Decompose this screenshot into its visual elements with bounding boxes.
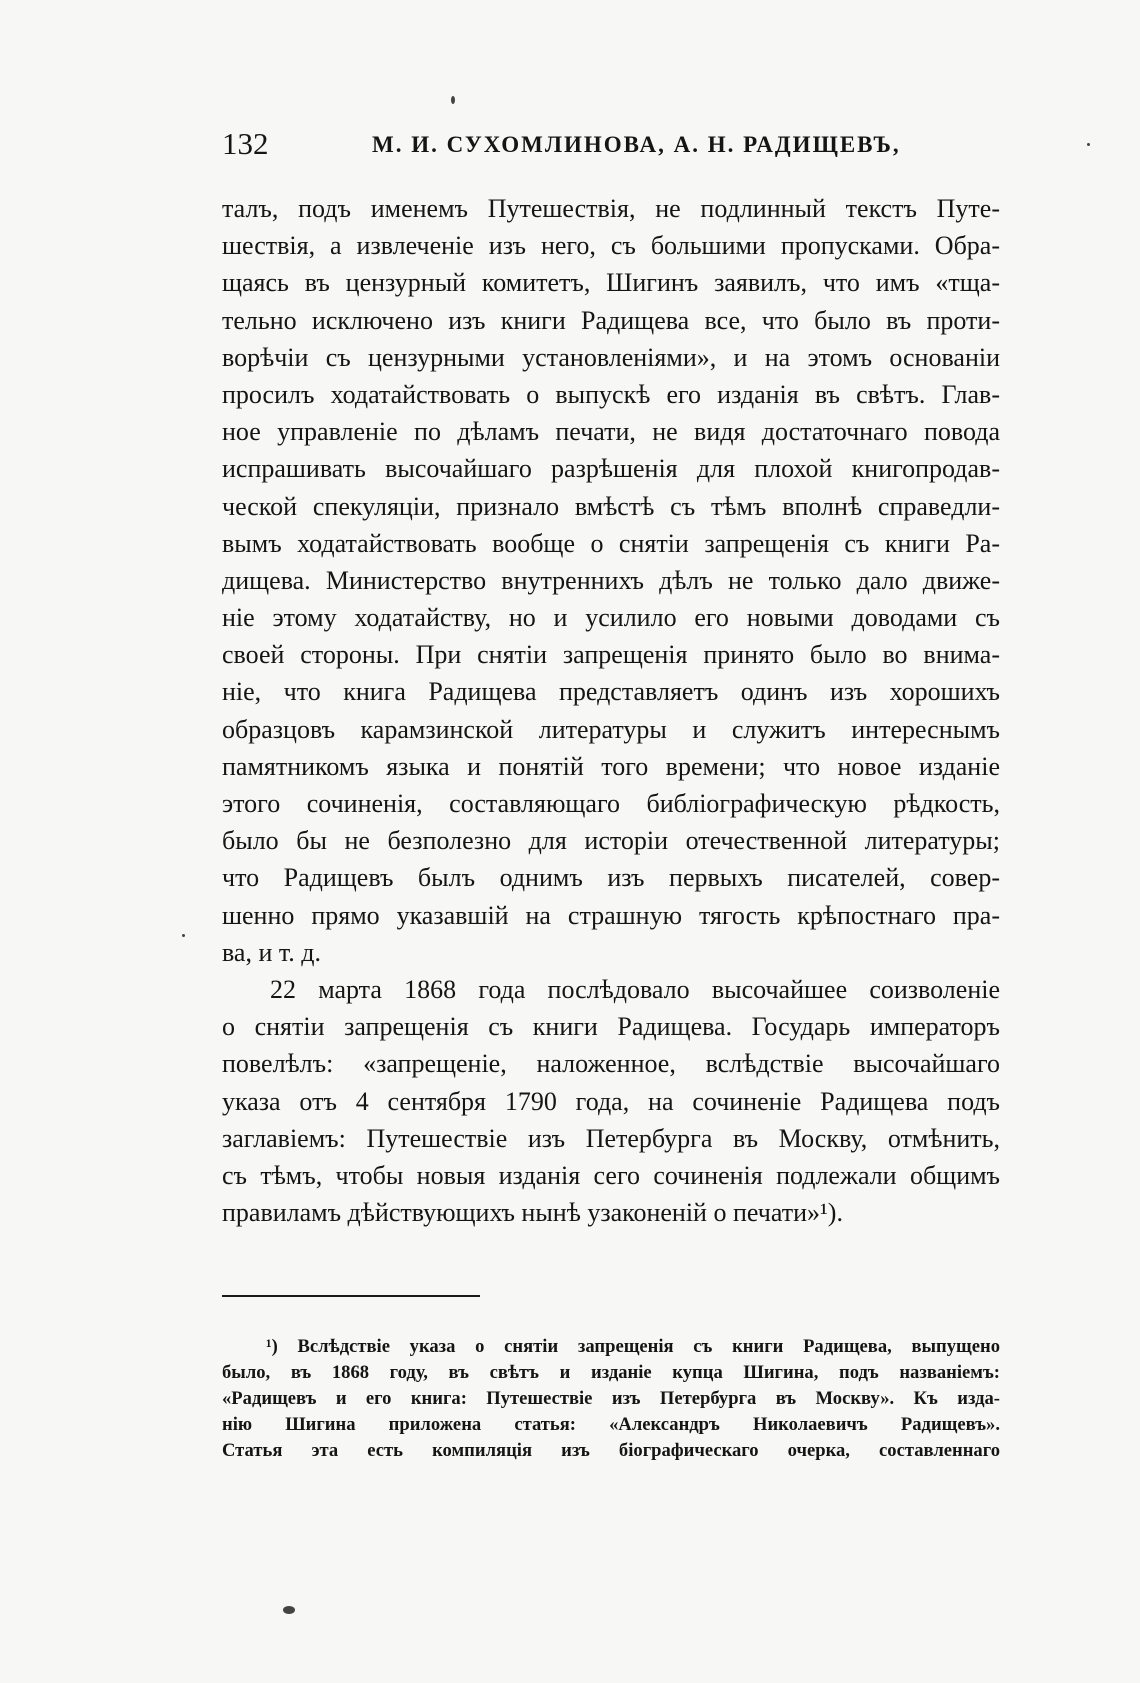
text-line: памятникомъ языка и понятій того времени; что новое изданіе <box>222 751 1000 781</box>
text-line: ворѣчіи съ цензурными установленіями», и на этомъ основаніи <box>222 342 1000 372</box>
text-line: что Радищевъ былъ однимъ изъ первыхъ писателей, совер- <box>222 863 1000 893</box>
text-line: повелѣлъ: «запрещеніе, наложенное, вслѣдствіе высочайшаго <box>222 1049 1000 1079</box>
ink-speck <box>283 1606 295 1614</box>
footnote <box>222 1334 1000 1464</box>
text-line: просилъ ходатайствовать о выпускѣ его изданія въ свѣтъ. Глав- <box>222 379 1000 409</box>
page-number: 132 <box>222 126 269 161</box>
text-line: образцовъ карамзинской литературы и служитъ интереснымъ <box>222 714 1000 744</box>
text-line: указа отъ 4 сентября 1790 года, на сочиненіе Радищева подъ <box>222 1086 1000 1116</box>
running-head: М. И. СУХОМЛИНОВА, А. Н. РАДИЩЕВЪ, <box>372 132 901 157</box>
footnote-line: ¹) Вслѣдствіе указа о снятіи запрещенія съ книги Радищева, выпущено <box>266 1336 1000 1357</box>
text-line: этого сочиненія, составляющаго библіографическую рѣдкость, <box>222 789 1000 818</box>
text-line: щаясь въ цензурный комитетъ, Шигинъ заявилъ, что имъ «тща- <box>222 268 1000 298</box>
footnote-line: Статья эта есть компиляція изъ біографическаго очерка, составленнаго <box>222 1440 1000 1461</box>
ink-speck <box>182 934 185 937</box>
ink-speck <box>1087 143 1090 146</box>
text-line: ніе этому ходатайству, но и усилило его новыми доводами съ <box>222 603 1000 633</box>
footnote-separator <box>222 1295 480 1297</box>
footnote-line: нію Шигина приложена статья: «Александръ Николаевичъ Радищевъ». <box>222 1414 1000 1435</box>
ink-speck <box>451 96 455 104</box>
text-line: съ тѣмъ, чтобы новыя изданія сего сочиненія подлежали общимъ <box>222 1160 1000 1190</box>
text-line: ческой спекуляціи, признало вмѣстѣ съ тѣмъ вполнѣ справедли- <box>222 491 1000 521</box>
footnote-line: «Радищевъ и его книга: Путешествіе изъ Петербурга въ Москву». Къ изда- <box>222 1388 1000 1409</box>
text-line: своей стороны. При снятіи запрещенія принято было во внима- <box>222 640 1000 670</box>
page-header <box>222 126 1002 166</box>
text-line: правиламъ дѣйствующихъ нынѣ узаконеній о печати»¹). <box>222 1198 843 1228</box>
text-line: заглавіемъ: Путешествіе изъ Петербурга въ Москву, отмѣнить, <box>222 1123 1000 1153</box>
text-line: тельно исключено изъ книги Радищева все, что было въ проти- <box>222 305 1000 335</box>
body-text <box>222 190 1000 1231</box>
text-line: вымъ ходатайствовать вообще о снятіи запрещенія съ книги Ра- <box>222 528 1000 558</box>
text-line: талъ, подъ именемъ Путешествія, не подлинный текстъ Путе- <box>222 194 1000 223</box>
text-line: было бы не безполезно для исторіи отечественной литературы; <box>222 826 1000 856</box>
paragraph-start-line: 22 марта 1868 года послѣдовало высочайшее соизволеніе <box>270 974 1000 1004</box>
text-line: шествія, а извлеченіе изъ него, съ большими пропусками. Обра- <box>222 231 1000 261</box>
text-line: ніе, что книга Радищева представляетъ одинъ изъ хорошихъ <box>222 677 1000 707</box>
text-line: о снятіи запрещенія съ книги Радищева. Государь императоръ <box>222 1012 1000 1042</box>
text-line: ва, и т. д. <box>222 937 322 967</box>
text-line: испрашивать высочайшаго разрѣшенія для плохой книгопродав- <box>222 454 1000 484</box>
text-line: дищева. Министерство внутреннихъ дѣлъ не только дало движе- <box>222 565 1000 595</box>
text-line: шенно прямо указавшій на страшную тягость крѣпостнаго пра- <box>222 900 1000 930</box>
footnote-line: было, въ 1868 году, въ свѣтъ и изданіе купца Шигина, подъ названіемъ: <box>222 1362 1000 1383</box>
text-line: ное управленіе по дѣламъ печати, не видя достаточнаго повода <box>222 417 1000 447</box>
